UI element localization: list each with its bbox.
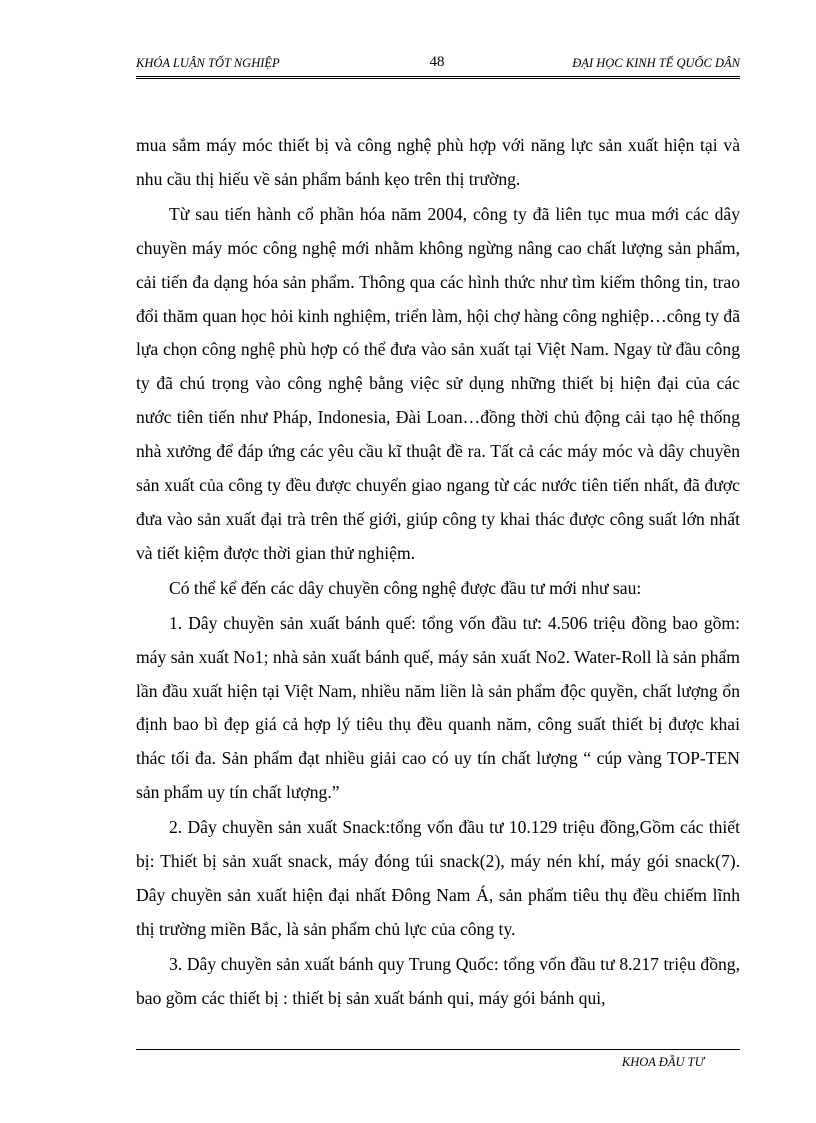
header-thesis-label: KHÓA LUẬN TỐT NGHIỆP [136, 56, 280, 70]
paragraph-equitization: Từ sau tiến hành cổ phần hóa năm 2004, công ty đã liên tục mua mới các dây chuyền máy móc công nghệ mới nhằm không ngừng nâng cao chất lượng sản phẩm, cải tiến đa dạng hóa sản phẩm. Thông qua các hình thức như tìm kiếm thông tin, trao đổi thăm quan học hỏi kinh nghiệm, triển làm, hội chợ hàng công nghiệp…công ty đã lựa chọn công nghệ phù hợp có thể đưa vào sản xuất tại Việt Nam. Ngay từ đầu công ty đã chú trọng vào công nghệ bằng việc sử dụng những thiết bị hiện đại của các nước tiên tiến như Pháp, Indonesia, Đài Loan…đồng thời chủ động cải tạo hệ thống nhà xưởng để đáp ứng các yêu cầu kĩ thuật đề ra. Tất cả các máy móc và dây chuyền sản xuất của công ty đều được chuyển giao ngang từ các nước tiên tiến nhất, đã được đưa vào sản xuất đại trà trên thế giới, giúp công ty khai thác được công suất lớn nhất và tiết kiệm được thời gian thử nghiệm. [136, 203, 740, 563]
paragraph-item-2-snack-line: 2. Dây chuyền sản xuất Snack:tổng vốn đầu tư 10.129 triệu đồng,Gồm các thiết bị: Thiết bị sản xuất snack, máy đóng túi snack(2), máy nén khí, máy gói snack(7). Dây chuyền sản xuất hiện đại nhất Đông Nam Á, sản phẩm tiêu thụ đều chiếm lĩnh thị trường miền Bắc, là sản phẩm chủ lực của công ty. [136, 817, 740, 939]
paragraph-continued: mua sắm máy móc thiết bị và công nghệ phù hợp với năng lực sản xuất hiện tại và nhu cầu thị hiếu về sản phẩm bánh kẹo trên thị trường. [136, 135, 740, 189]
paragraph-item-3-biscuit-line: 3. Dây chuyền sản xuất bánh quy Trung Quốc: tổng vốn đầu tư 8.217 triệu đồng, bao gồm các thiết bị : thiết bị sản xuất bánh qui, máy gói bánh qui, [136, 953, 740, 1008]
paragraph-item-1-wafer-line: 1. Dây chuyền sản xuất bánh quế: tổng vốn đầu tư: 4.506 triệu đồng bao gồm: máy sản xuất No1; nhà sản xuất bánh quế, máy sản xuất No2. Water-Roll là sản phẩm lần đầu xuất hiện tại Việt Nam, nhiều năm liền là sản phẩm độc quyền, chất lượng ổn định bao bì đẹp giá cả hợp lý tiêu thụ đều quanh năm, công suất thiết bị được khai thác tối đa. Sản phẩm đạt nhiều giải cao có uy tín chất lượng “ cúp vàng TOP-TEN sản phẩm uy tín chất lượng.” [136, 612, 740, 803]
page-header [136, 54, 740, 79]
paragraph-list-intro: Có thể kể đến các dây chuyền công nghệ được đầu tư mới như sau: [169, 577, 642, 598]
footer-faculty-label: KHOA ĐẦU TƯ [621, 1055, 704, 1069]
header-university-label: ĐẠI HỌC KINH TẾ QUỐC DÂN [572, 56, 740, 70]
page-footer [136, 1049, 740, 1069]
page-number: 48 [429, 54, 445, 70]
page-body [136, 129, 740, 1017]
